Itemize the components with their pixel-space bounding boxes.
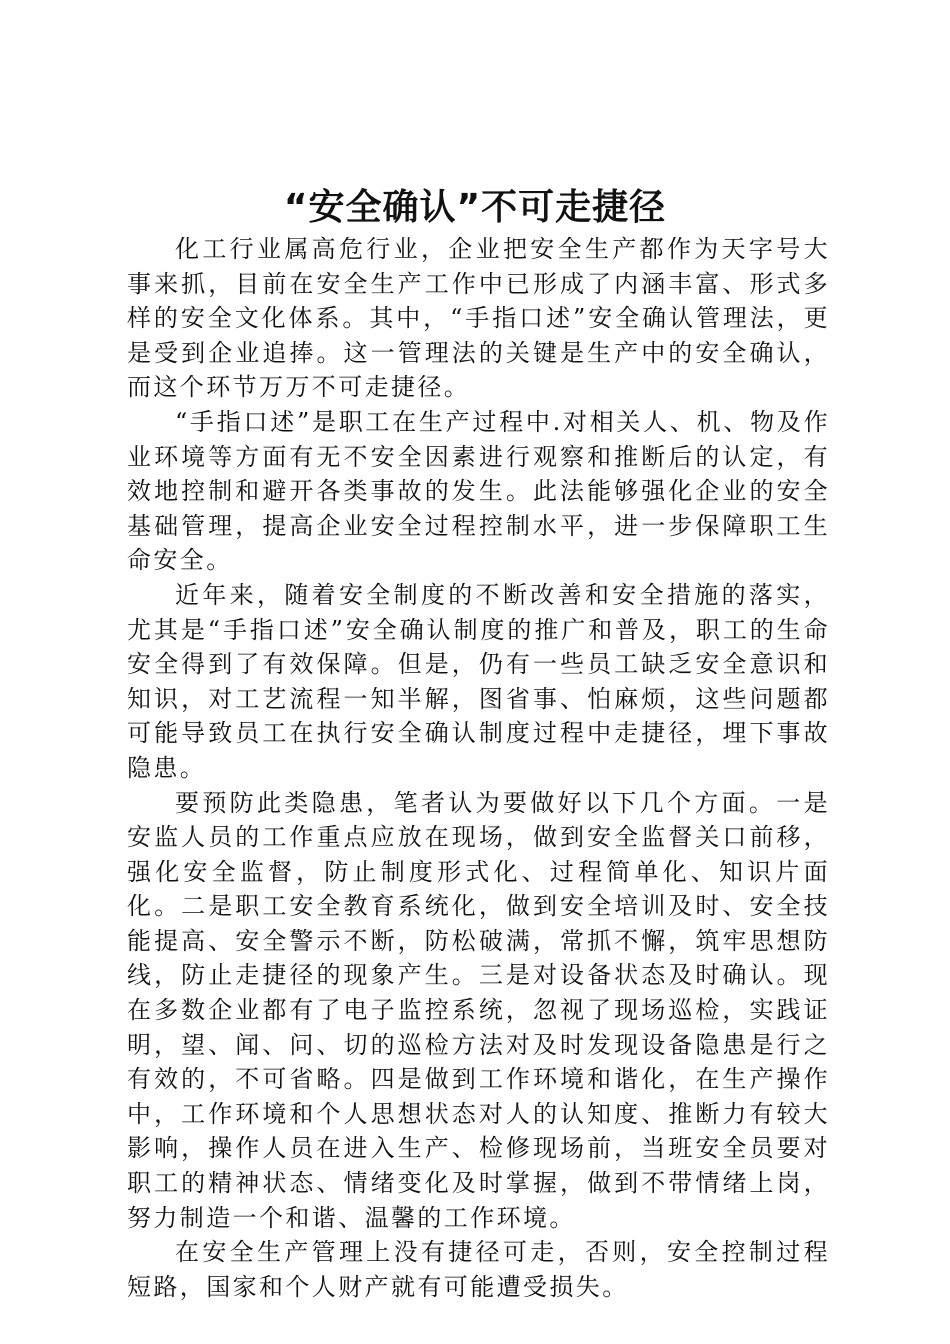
paragraph-1: 化工行业属高危行业，企业把安全生产都作为天字号大事来抓，目前在安全生产工作中已形成了内涵丰富、形式多样的安全文化体系。其中，“手指口述”安全确认管理法，更是受到企业追捧。这一管理法的关键是生产中的安全确认，而这个环节万万不可走捷径。 (127, 235, 830, 402)
paragraph-4: 要预防此类隐患，笔者认为要做好以下几个方面。一是安监人员的工作重点应放在现场，做到安全监督关口前移，强化安全监督，防止制度形式化、过程简单化、知识片面化。二是职工安全教育系统化，做到安全培训及时、安全技能提高、安全警示不断，防松破满，常抓不懈，筑牢思想防线，防止走捷径的现象产生。三是对设备状态及时确认。现在多数企业都有了电子监控系统，忽视了现场巡检，实践证明，望、闻、问、切的巡检方法对及时发现设备隐患是行之有效的，不可省略。四是做到工作环境和谐化，在生产操作中，工作环境和个人思想状态对人的认知度、推断力有较大影响，操作人员在进入生产、检修现场前，当班安全员要对职工的精神状态、情绪变化及时掌握，做到不带情绪上岗，努力制造一个和谐、温馨的工作环境。 (127, 788, 830, 1232)
paragraph-5: 在安全生产管理上没有捷径可走，否则，安全控制过程短路，国家和个人财产就有可能遭受损失。 (127, 1238, 830, 1301)
paragraph-2: “手指口述”是职工在生产过程中.对相关人、机、物及作业环境等方面有无不安全因素进行观察和推断后的认定，有效地控制和避开各类事故的发生。此法能够强化企业的安全基础管理，提高企业安全过程控制水平，进一步保障职工生命安全。 (127, 407, 830, 575)
document-title: “安全确认”不可走捷径 (283, 187, 667, 228)
paragraph-3: 近年来，随着安全制度的不断改善和安全措施的落实，尤其是“手指口述”安全确认制度的推广和普及，职工的生命安全得到了有效保障。但是，仍有一些员工缺乏安全意识和知识，对工艺流程一知半解，图省事、怕麻烦，这些问题都可能导致员工在执行安全确认制度过程中走捷径，埋下事故隐患。 (127, 580, 830, 782)
document-body (127, 232, 830, 1304)
